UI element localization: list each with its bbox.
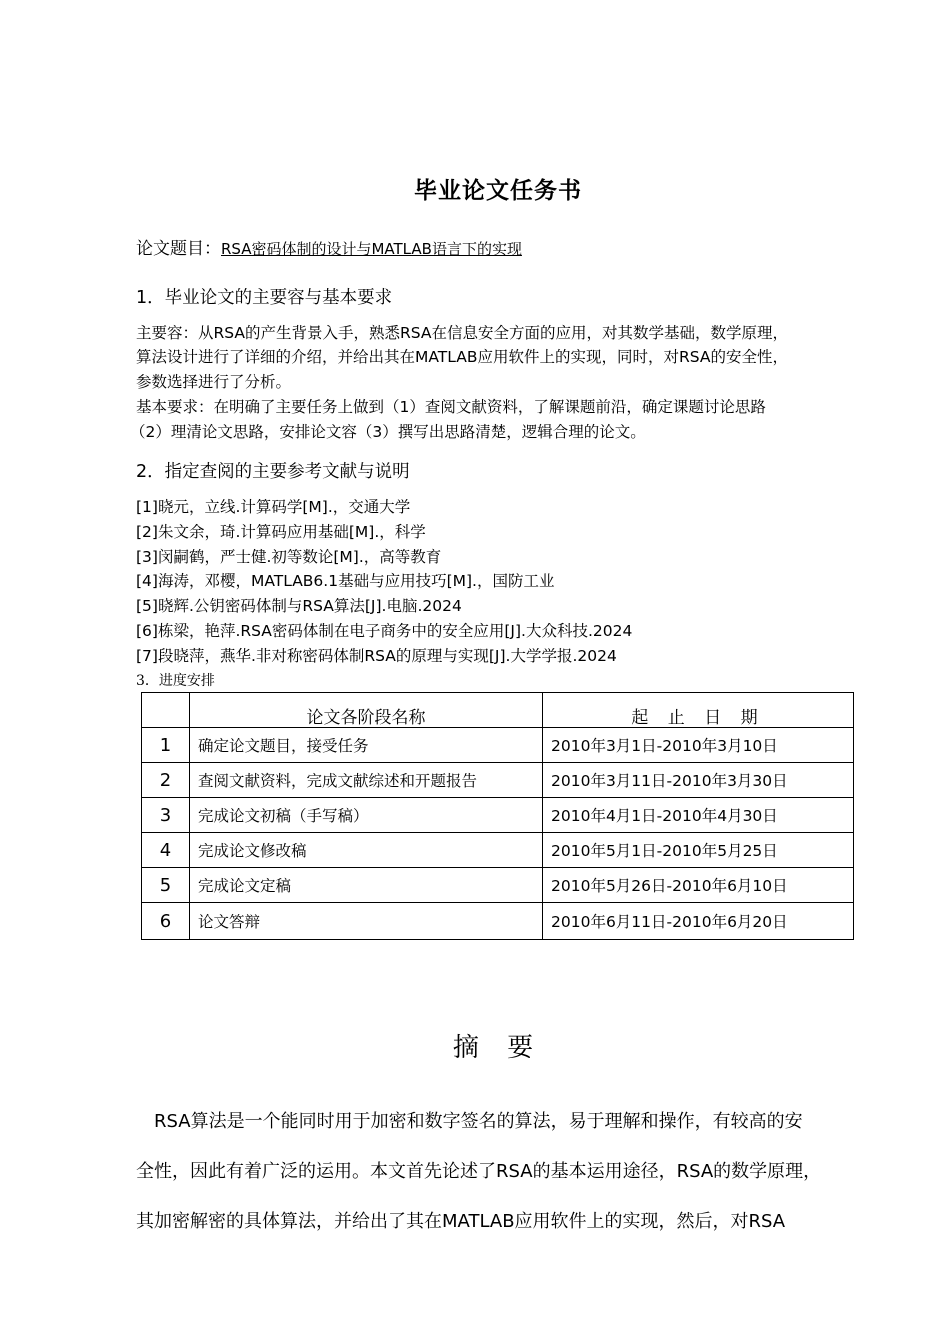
header-no <box>142 693 190 728</box>
table-row <box>142 833 854 868</box>
row-stage-name: 完成论文修改稿 <box>190 833 543 868</box>
content-line-1: 主要容：从RSA的产生背景入手，熟悉RSA在信息安全方面的应用，对其数学基础，数学原理， <box>136 324 789 342</box>
row-stage-name: 查阅文献资料，完成文献综述和开题报告 <box>190 763 543 798</box>
table-row <box>142 868 854 903</box>
topic-label: 论文题目： <box>136 239 221 259</box>
row-date: 2010年3月11日-2010年3月30日 <box>543 763 854 798</box>
row-stage-name: 完成论文初稿（手写稿） <box>190 798 543 833</box>
reference-item: [3]闵嗣鹤，严士健.初等数论[M].，高等教育 <box>136 547 442 566</box>
row-date: 2010年5月26日-2010年6月10日 <box>543 868 854 903</box>
table-row <box>142 763 854 798</box>
section2-heading: 2．指定查阅的主要参考文献与说明 <box>136 462 410 482</box>
table-row <box>142 903 854 940</box>
reference-item: [2]朱文余，琦.计算码应用基础[M].，科学 <box>136 522 426 541</box>
table-row <box>142 728 854 763</box>
row-no: 4 <box>142 833 190 868</box>
requirement-line-2: （2）理清论文思路，安排论文容（3）撰写出思路清楚，逻辑合理的论文。 <box>130 423 646 441</box>
row-no: 5 <box>142 868 190 903</box>
table-header-row <box>142 693 854 728</box>
reference-item: [7]段晓萍，燕华.非对称密码体制RSA的原理与实现[J].大学学报.2024 <box>136 646 617 665</box>
reference-item: [6]栋梁，艳萍.RSA密码体制在电子商务中的安全应用[J].大众科技.2024 <box>136 621 633 640</box>
reference-list <box>136 495 632 669</box>
row-stage-name: 完成论文定稿 <box>190 868 543 903</box>
row-stage-name: 论文答辩 <box>190 903 543 940</box>
schedule-table <box>141 692 854 940</box>
reference-item: [1]晓元，立线.计算码学[M].，交通大学 <box>136 498 411 516</box>
row-date: 2010年6月11日-2010年6月20日 <box>543 903 854 940</box>
content-line-3: 参数选择进行了分析。 <box>136 373 292 391</box>
document-title: 毕业论文任务书 <box>414 178 582 204</box>
abstract-line-2: 全性，因此有着广泛的运用。本文首先论述了RSA的基本运用途径，RSA的数学原理， <box>136 1161 822 1182</box>
row-no: 6 <box>142 903 190 940</box>
row-date: 2010年3月1日-2010年3月10日 <box>543 728 854 763</box>
section3-heading: 3．进度安排 <box>136 673 215 689</box>
reference-item: [5]晓辉.公钥密码体制与RSA算法[J].电脑.2024 <box>136 597 462 616</box>
reference-item: [4]海涛，邓樱，MATLAB6.1基础与应用技巧[M].，国防工业 <box>136 572 555 591</box>
content-line-2: 算法设计进行了详细的介绍，并给出其在MATLAB应用软件上的实现，同时，对RSA的安全性， <box>136 348 788 366</box>
row-date: 2010年5月1日-2010年5月25日 <box>543 833 854 868</box>
requirement-line-1: 基本要求：在明确了主要任务上做到（1）查阅文献资料，了解课题前沿，确定课题讨论思路 <box>136 398 766 416</box>
header-date: 起 止 日 期 <box>543 693 854 728</box>
row-no: 2 <box>142 763 190 798</box>
abstract-title: 摘 要 <box>452 1033 544 1063</box>
row-no: 3 <box>142 798 190 833</box>
section1-heading: 1．毕业论文的主要容与基本要求 <box>136 288 393 308</box>
abstract-line-3: 其加密解密的具体算法，并给出了其在MATLAB应用软件上的实现，然后，对RSA <box>136 1211 786 1232</box>
topic-value: RSA密码体制的设计与MATLAB语言下的实现 <box>221 240 522 258</box>
abstract-line-1: RSA算法是一个能同时用于加密和数字签名的算法，易于理解和操作，有较高的安 <box>154 1111 803 1132</box>
row-stage-name: 确定论文题目，接受任务 <box>190 728 543 763</box>
thesis-topic <box>136 234 522 259</box>
header-stage-name: 论文各阶段名称 <box>190 693 543 728</box>
row-date: 2010年4月1日-2010年4月30日 <box>543 798 854 833</box>
row-no: 1 <box>142 728 190 763</box>
table-row <box>142 798 854 833</box>
